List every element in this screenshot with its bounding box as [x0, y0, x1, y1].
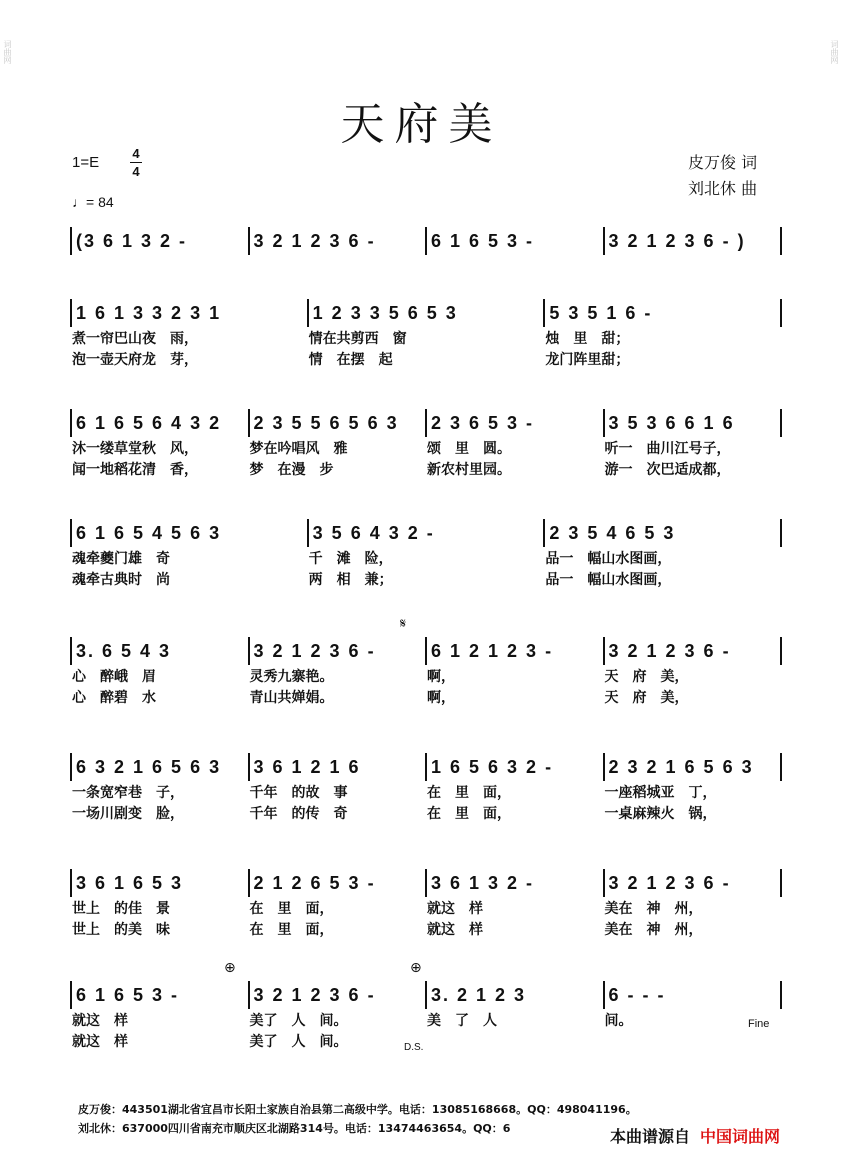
lyric-measure: 千 滩 险， [308, 551, 393, 567]
lyric-measure: 就这 样 [72, 1013, 128, 1029]
lyric-measure: 沐一缕草堂秋 风， [72, 441, 198, 457]
measure: 5 3 5 1 6 - [549, 302, 653, 323]
measure: 1 6 1 3 3 2 3 1 [76, 302, 222, 323]
lyric-line-1 [70, 1010, 782, 1031]
lyric-measure: 千年 的故 事 [249, 785, 348, 801]
score-system [70, 752, 782, 824]
tempo-mark: ♩= 84 [72, 194, 114, 210]
lyric-line-2 [70, 569, 782, 590]
measure: 3. 2 1 2 3 [431, 984, 527, 1005]
lyric-measure: 世上 的美 味 [72, 922, 170, 938]
watermark-right [827, 0, 843, 1172]
lyric-line-1 [70, 898, 782, 919]
source-label: 本曲谱源自 [610, 1127, 691, 1146]
song-title: 天府美 [340, 99, 503, 150]
lyric-measure: 品一 幅山水图画， [545, 551, 672, 567]
measure: 1 6 5 6 3 2 - [431, 756, 554, 777]
lyric-measure: 一桌麻辣火 锅， [604, 806, 717, 822]
measure: 3 6 1 6 5 3 [76, 872, 184, 893]
lyric-measure: 美在 神 州， [604, 901, 703, 917]
lyric-measure: 情 在摆 起 [308, 352, 393, 368]
lyric-measure: 世上 的佳 景 [72, 901, 170, 917]
measure: 3 2 1 2 3 6 - [608, 872, 731, 893]
lyric-line-1 [70, 548, 782, 569]
measure: 2 1 2 6 5 3 - [253, 872, 376, 893]
lyric-measure: 听一 曲川江号子， [604, 441, 731, 457]
lyric-line-2 [70, 1031, 782, 1052]
lyric-measure: 美 了 人 [427, 1013, 497, 1029]
lyric-measure: 闻一地稻花清 香， [72, 462, 198, 478]
coda-mark-2: ⊕ [410, 960, 422, 976]
lyric-measure: 在 里 面， [427, 785, 511, 801]
lyric-measure: 心 醉碧 水 [72, 690, 156, 706]
lyric-line-2 [70, 349, 782, 370]
lyric-measure: 天 府 美， [604, 669, 689, 685]
measure: 3 2 1 2 3 6 - [253, 984, 376, 1005]
barline [780, 981, 782, 1009]
lyric-measure: 心 醉峨 眉 [72, 669, 156, 685]
source-site-link[interactable]: 中国词曲网 [700, 1127, 781, 1146]
watermark-text: 词曲网 [3, 40, 12, 64]
notation-line [70, 636, 782, 666]
lyric-measure: 新农村里园。 [427, 462, 511, 478]
lyric-measure: 情在共剪西 窗 [308, 331, 407, 347]
lyric-measure: 一场川剧变 脸， [72, 806, 184, 822]
lyric-measure [605, 1031, 783, 1052]
lyric-measure: 就这 样 [72, 1034, 128, 1050]
time-divider [130, 162, 142, 163]
notation-line [70, 298, 782, 328]
notation-line [70, 408, 782, 438]
barline [780, 753, 782, 781]
lyric-measure: 在 里 面， [427, 806, 511, 822]
barline [780, 637, 782, 665]
contact-composer: 刘北休：637000四川省南充市顺庆区北湖路314号。电话：13474463654。QQ：6 [78, 1122, 511, 1135]
lyric-measure: 啊， [427, 669, 455, 685]
lyric-measure: 天 府 美， [604, 690, 689, 706]
lyric-line-1 [70, 328, 782, 349]
measure: 3 6 1 2 1 6 [253, 756, 361, 777]
coda-mark-1: ⊕ [224, 960, 236, 976]
score-system [70, 226, 782, 256]
measure: 3. 6 5 4 3 [76, 640, 172, 661]
measure: 3 2 1 2 3 6 - ) [608, 230, 746, 251]
lyric-measure: 梦在吟唱风 雅 [249, 441, 348, 457]
measure: 3 2 1 2 3 6 - [253, 640, 376, 661]
measure: 2 3 2 1 6 5 6 3 [608, 756, 754, 777]
measure: 6 3 2 1 6 5 6 3 [76, 756, 222, 777]
measure: (3 6 1 3 2 - [76, 230, 188, 251]
lyric-measure: 美了 人 间。 [249, 1013, 348, 1029]
notation-line [70, 518, 782, 548]
score-system [70, 868, 782, 940]
measure: 6 1 6 5 4 5 6 3 [76, 522, 222, 543]
notation-line [70, 752, 782, 782]
lyric-measure: 就这 样 [427, 922, 483, 938]
watermark-left [0, 0, 16, 1172]
measure: 2 3 5 5 6 5 6 3 [253, 412, 399, 433]
lyric-measure: 在 里 面， [249, 922, 334, 938]
lyric-measure: 灵秀九寨艳。 [249, 669, 334, 685]
notation-line [70, 980, 782, 1010]
lyric-measure: 千年 的传 奇 [249, 806, 348, 822]
lyric-measure: 美在 神 州， [604, 922, 703, 938]
contact-info [78, 1100, 637, 1138]
lyric-line-2 [70, 459, 782, 480]
lyric-line-1 [70, 666, 782, 687]
notation-line [70, 868, 782, 898]
lyric-measure: 一座稻城亚 丁， [604, 785, 717, 801]
score-system [70, 298, 782, 370]
key-signature: 1=E [72, 154, 100, 171]
time-top: 4 [132, 146, 140, 161]
lyric-measure: 间。 [604, 1013, 633, 1029]
barline [780, 409, 782, 437]
lyric-line-2 [70, 919, 782, 940]
lyric-measure: 就这 样 [427, 901, 483, 917]
lyric-measure: 一条宽窄巷 子， [72, 785, 184, 801]
score-system [70, 980, 782, 1052]
barline [780, 227, 782, 255]
lyric-measure: 魂牵古典时 尚 [72, 572, 170, 588]
lyric-measure [427, 1031, 605, 1052]
score-system [70, 518, 782, 590]
measure: 6 1 2 1 2 3 - [431, 640, 554, 661]
lyric-measure: 烛 里 甜； [545, 331, 630, 347]
score-system [70, 636, 782, 708]
lyric-measure: 梦 在漫 步 [249, 462, 334, 478]
measure: 2 3 5 4 6 5 3 [549, 522, 676, 543]
measure: 2 3 6 5 3 - [431, 412, 535, 433]
lyric-measure: 在 里 面， [249, 901, 334, 917]
measure: 6 1 6 5 3 - [76, 984, 180, 1005]
fine-mark: Fine [748, 1018, 770, 1030]
lyric-line-1 [70, 438, 782, 459]
barline [780, 519, 782, 547]
measure: 6 1 6 5 3 - [431, 230, 535, 251]
lyric-measure: 青山共婵娟。 [249, 690, 334, 706]
measure: 3 5 6 4 3 2 - [312, 522, 435, 543]
lyric-measure: 颂 里 圆。 [427, 441, 511, 457]
lyric-measure: 魂牵夔门雄 奇 [72, 551, 170, 567]
lyric-measure: 龙门阵里甜； [545, 352, 630, 368]
lyric-measure: 两 相 兼； [308, 572, 393, 588]
lyric-measure: 啊， [427, 690, 455, 706]
lyric-line-1 [70, 782, 782, 803]
measure: 1 2 3 3 5 6 5 3 [312, 302, 458, 323]
time-bottom: 4 [132, 164, 140, 179]
measure: 3 5 3 6 6 1 6 [608, 412, 735, 433]
barline [780, 299, 782, 327]
measure: 3 6 1 3 2 - [431, 872, 535, 893]
notation-line [70, 226, 782, 256]
ds-mark: D.S. [404, 1042, 424, 1053]
lyric-measure: 品一 幅山水图画， [545, 572, 672, 588]
score-system [70, 408, 782, 480]
measure: 3 2 1 2 3 6 - [608, 640, 731, 661]
time-signature [130, 146, 142, 179]
measure: 3 2 1 2 3 6 - [253, 230, 376, 251]
lyric-measure: 美了 人 间。 [249, 1034, 348, 1050]
measure: 6 1 6 5 6 4 3 2 [76, 412, 222, 433]
measure: 6 - - - [608, 984, 666, 1005]
lyric-line-2 [70, 803, 782, 824]
lyric-measure: 游一 次巴适成都， [604, 462, 731, 478]
lyricist-credit: 皮万俊 词 [688, 153, 758, 172]
contact-lyricist: 皮万俊：443501湖北省宜昌市长阳土家族自治县第二高级中学。电话：13085168668。QQ：498041196。 [78, 1103, 637, 1116]
barline [780, 869, 782, 897]
source-note [610, 1124, 780, 1147]
composer-credit: 刘北休 曲 [688, 179, 758, 198]
lyric-measure: 泡一壶天府龙 芽， [72, 352, 198, 368]
segno-mark: 𝄋 [400, 616, 407, 632]
lyric-line-2 [70, 687, 782, 708]
lyric-measure: 煮一帘巴山夜 雨， [72, 331, 198, 347]
watermark-text: 词曲网 [830, 40, 839, 64]
